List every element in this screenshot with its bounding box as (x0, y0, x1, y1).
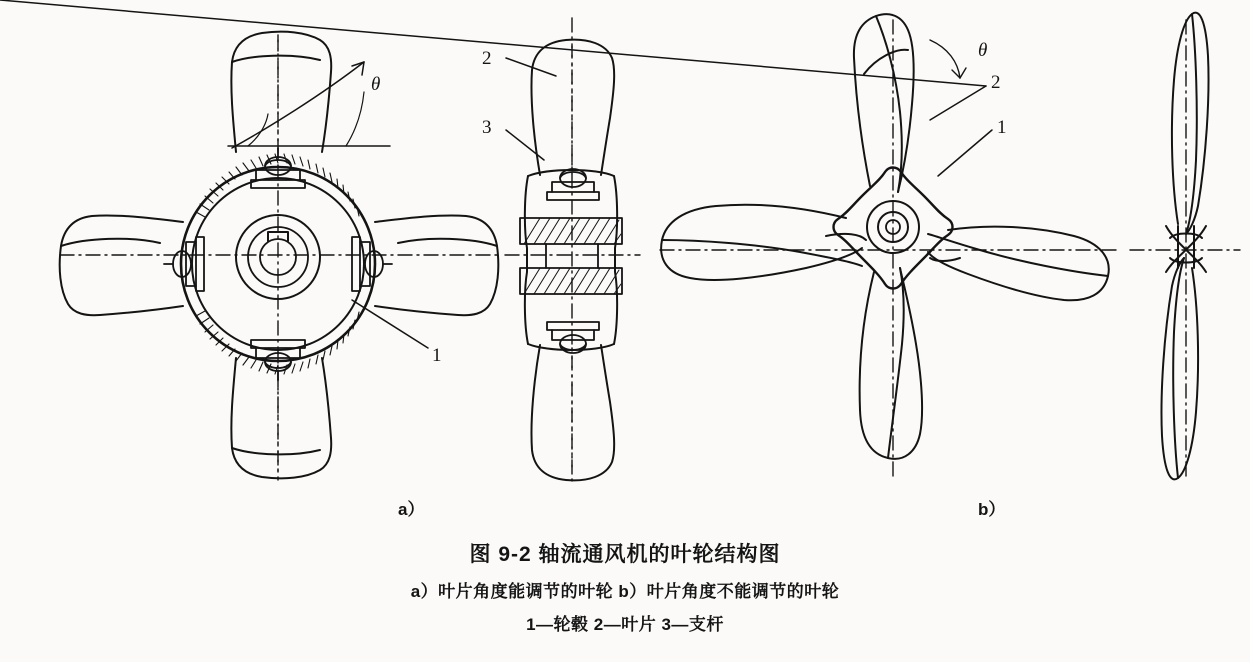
sublabel-a: a） (398, 500, 425, 519)
caption-subtitle: a）叶片角度能调节的叶轮 b）叶片角度不能调节的叶轮 (410, 582, 840, 601)
caption-legend: 1—轮毂 2—叶片 3—支杆 (526, 615, 724, 634)
callout-c-hub: 1 (997, 117, 1007, 138)
angle-label-b: θ (978, 40, 988, 61)
view-a-front (60, 32, 500, 480)
callout-a-hub: 1 (432, 345, 442, 366)
view-b-side (1130, 13, 1240, 480)
angle-label-a: θ (371, 74, 381, 95)
view-a-section (505, 18, 640, 486)
figure-caption (0, 538, 1250, 635)
callout-b-blade: 2 (482, 48, 492, 69)
caption-title: 图 9-2 轴流通风机的叶轮结构图 (469, 543, 781, 566)
callout-b-strut: 3 (482, 117, 492, 138)
callout-c-blade: 2 (991, 72, 1001, 93)
sublabel-b: b） (978, 500, 1006, 519)
